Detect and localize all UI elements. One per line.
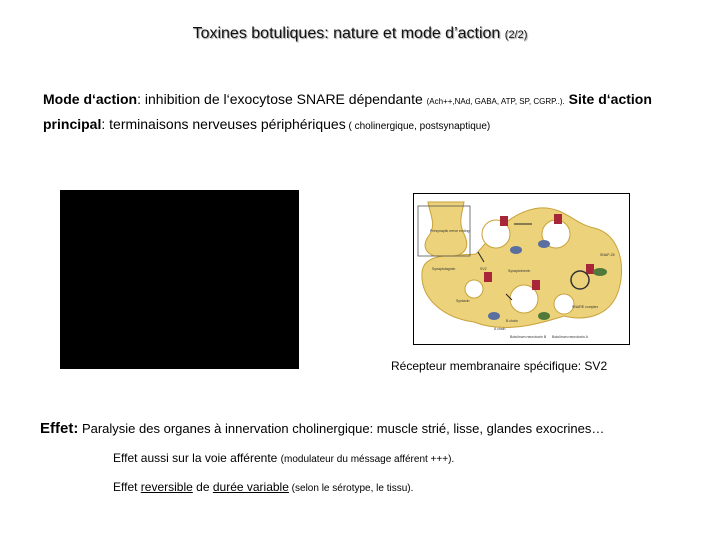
label-bont-a: Botulinum neurotoxin A <box>552 335 588 339</box>
reversible-detail: (selon le sérotype, le tissu). <box>288 483 414 494</box>
label-a-chain: A chain <box>494 327 506 331</box>
reversible-prefix: Effet <box>113 480 141 494</box>
label-snap25: SNAP-25 <box>600 253 615 257</box>
mode-action-text: : inhibition de l‘exocytose SNARE dépendante <box>137 91 427 107</box>
mode-action-label: Mode d‘action <box>43 91 138 107</box>
mode-action-detail: (Ach++,NAd, GABA, ATP, SP, CGRP..). <box>426 97 565 106</box>
vesicle-4 <box>554 294 574 314</box>
slide-title-suffix: (2/2) <box>504 29 528 41</box>
toxin-red-3 <box>484 272 492 282</box>
toxin-blue-3 <box>488 312 500 320</box>
label-b-chain: B chain <box>506 319 518 323</box>
botulinum-mechanism-diagram <box>413 193 630 345</box>
toxin-red-1 <box>500 216 508 226</box>
afferent-detail: (modulateur du méssage afférent +++). <box>280 454 455 465</box>
slide-title <box>0 25 720 43</box>
vesicle-5 <box>465 280 483 298</box>
label-synaptobrevin: Synaptobrevin <box>508 269 531 273</box>
diagram-caption: Récepteur membranaire spécifique: SV2 <box>391 359 608 373</box>
mode-action-paragraph <box>43 88 683 138</box>
label-snare-complex: SNARE complex <box>572 305 599 309</box>
label-sv2: SV2 <box>480 267 487 271</box>
effet-line <box>40 420 604 437</box>
afferent-text: Effet aussi sur la voie afférente <box>113 451 281 465</box>
label-synaptotagmin: Synaptotagmin <box>432 267 456 271</box>
site-action-text: : terminaisons nerveuses périphériques <box>101 116 346 132</box>
label-bont-b: Botulinum neurotoxin B <box>510 335 547 339</box>
reversible-line <box>113 480 413 494</box>
variable-duration: durée variable <box>212 480 289 494</box>
toxin-red-2 <box>554 214 562 224</box>
toxin-blue-1 <box>510 246 522 254</box>
reversible-word: reversible <box>140 480 193 494</box>
label-syntaxin: Syntaxin <box>456 299 470 303</box>
toxin-red-4 <box>532 280 540 290</box>
site-action-detail: ( cholinergique, postsynaptique) <box>345 121 491 132</box>
black-image-placeholder <box>60 190 299 369</box>
reversible-mid: de <box>192 480 213 494</box>
presynaptic-label: Presynaptic nerve ending <box>430 229 470 233</box>
toxin-green-1 <box>593 268 607 276</box>
site-action-label: Site d‘action principal <box>43 91 652 132</box>
toxin-blue-2 <box>538 240 550 248</box>
effet-label: Effet: <box>40 420 79 437</box>
toxin-green-2 <box>538 312 550 320</box>
slide-title-main: Toxines botuliques: nature et mode d’action <box>192 25 501 42</box>
toxin-red-5 <box>586 264 594 274</box>
afferent-line <box>113 451 454 465</box>
effet-text: Paralysie des organes à innervation cholinergique: muscle strié, lisse, glandes exocrines… <box>78 421 605 436</box>
diagram-svg <box>414 194 629 344</box>
